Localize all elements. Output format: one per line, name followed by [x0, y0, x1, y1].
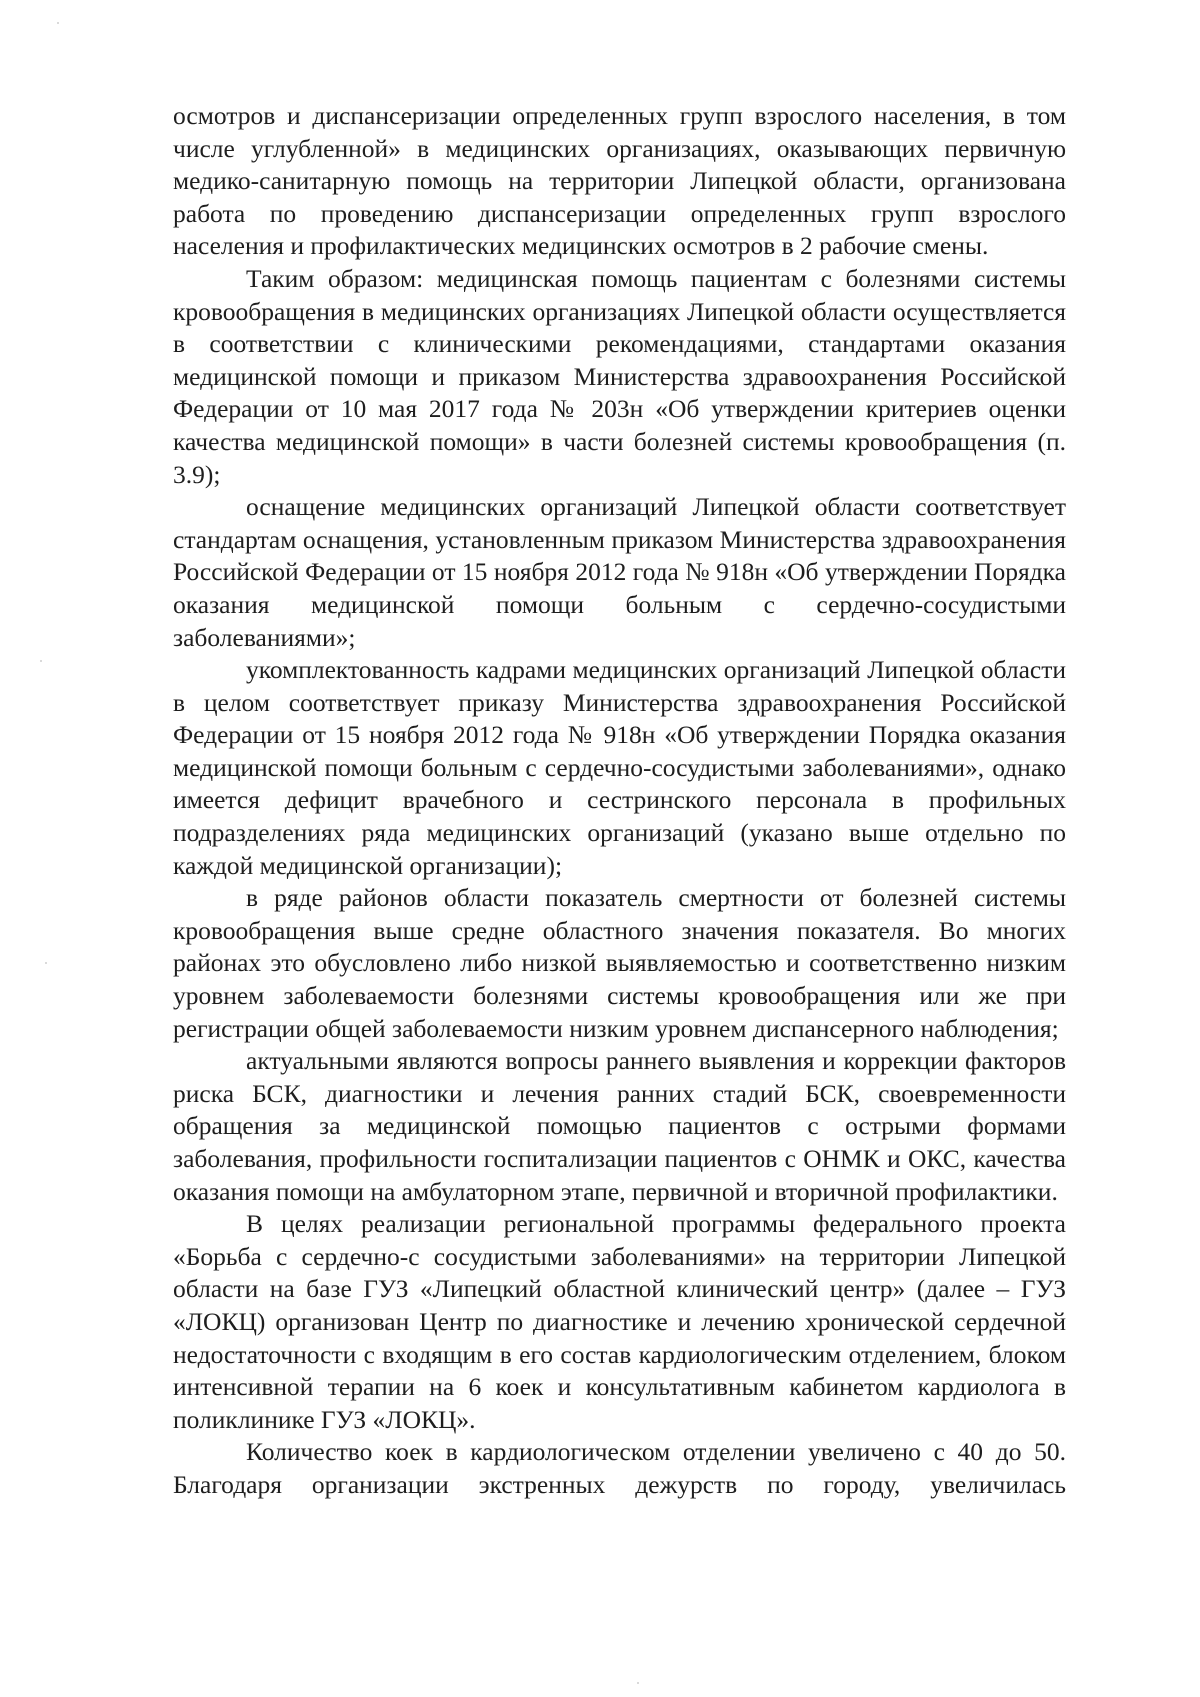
- paragraph-5: в ряде районов области показатель смертности от болезней системы кровообращения выше средне областного значения показателя. Во многих районах это обусловлено либо низкой выявляемостью и соответственно низким уровнем заболеваемости болезнями системы кровообращения или же при регистрации общей заболеваемости низким уровнем диспансерного наблюдения;: [173, 883, 1066, 1043]
- document-page: [173, 100, 1066, 1502]
- paragraph-4: укомплектованность кадрами медицинских организаций Липецкой области в целом соответствует приказу Министерства здравоохранения Российской Федерации от 15 ноября 2012 года № 918н «Об утверждении Порядка оказания медицинской помощи больным с сердечно-сосудистыми заболеваниями», однако имеется дефицит врачебного и сестринского персонала в профильных подразделениях ряда медицинских организаций (указано выше отдельно по каждой медицинской организации);: [173, 655, 1066, 880]
- paragraph-3: оснащение медицинских организаций Липецкой области соответствует стандартам оснащения, установленным приказом Министерства здравоохранения Российской Федерации от 15 ноября 2012 года № 918н «Об утверждении Порядка оказания медицинской помощи больным с сердечно-сосудистыми заболеваниями»;: [173, 492, 1066, 652]
- paragraph-8: Количество коек в кардиологическом отделении увеличено с 40 до 50. Благодаря организации экстренных дежурств по городу, увеличилась: [173, 1437, 1066, 1499]
- scan-speck: [57, 22, 59, 24]
- paragraph-1: осмотров и диспансеризации определенных групп взрослого населения, в том числе углубленной» в медицинских организациях, оказывающих первичную медико-санитарную помощь на территории Липецкой области, организована работа по проведению диспансеризации определенных групп взрослого населения и профилактических медицинских осмотров в 2 рабочие смены.: [173, 101, 1066, 261]
- scan-speck: [637, 1682, 639, 1684]
- paragraph-2: Таким образом: медицинская помощь пациентам с болезнями системы кровообращения в медицинских организациях Липецкой области осуществляется в соответствии с клиническими рекомендациями, стандартами оказания медицинской помощи и приказом Министерства здравоохранения Российской Федерации от 10 мая 2017 года № 203н «Об утверждении критериев оценки качества медицинской помощи» в части болезней системы кровообращения (п. 3.9);: [173, 263, 1066, 489]
- scan-speck: [45, 962, 47, 964]
- scan-speck: [40, 660, 42, 662]
- paragraph-6: актуальными являются вопросы раннего выявления и коррекции факторов риска БСК, диагностики и лечения ранних стадий БСК, своевременности обращения за медицинской помощью пациентов с острыми формами заболевания, профильности госпитализации пациентов с ОНМК и ОКС, качества оказания помощи на амбулаторном этапе, первичной и вторичной профилактики.: [173, 1046, 1066, 1206]
- paragraph-7: В целях реализации региональной программы федерального проекта «Борьба с сердечно-с сосудистыми заболеваниями» на территории Липецкой области на базе ГУЗ «Липецкий областной клинический центр» (далее – ГУЗ «ЛОКЦ) организован Центр по диагностике и лечению хронической сердечной недостаточности с входящим в его состав кардиологическим отделением, блоком интенсивной терапии на 6 коек и консультативным кабинетом кардиолога в поликлинике ГУЗ «ЛОКЦ».: [173, 1209, 1066, 1434]
